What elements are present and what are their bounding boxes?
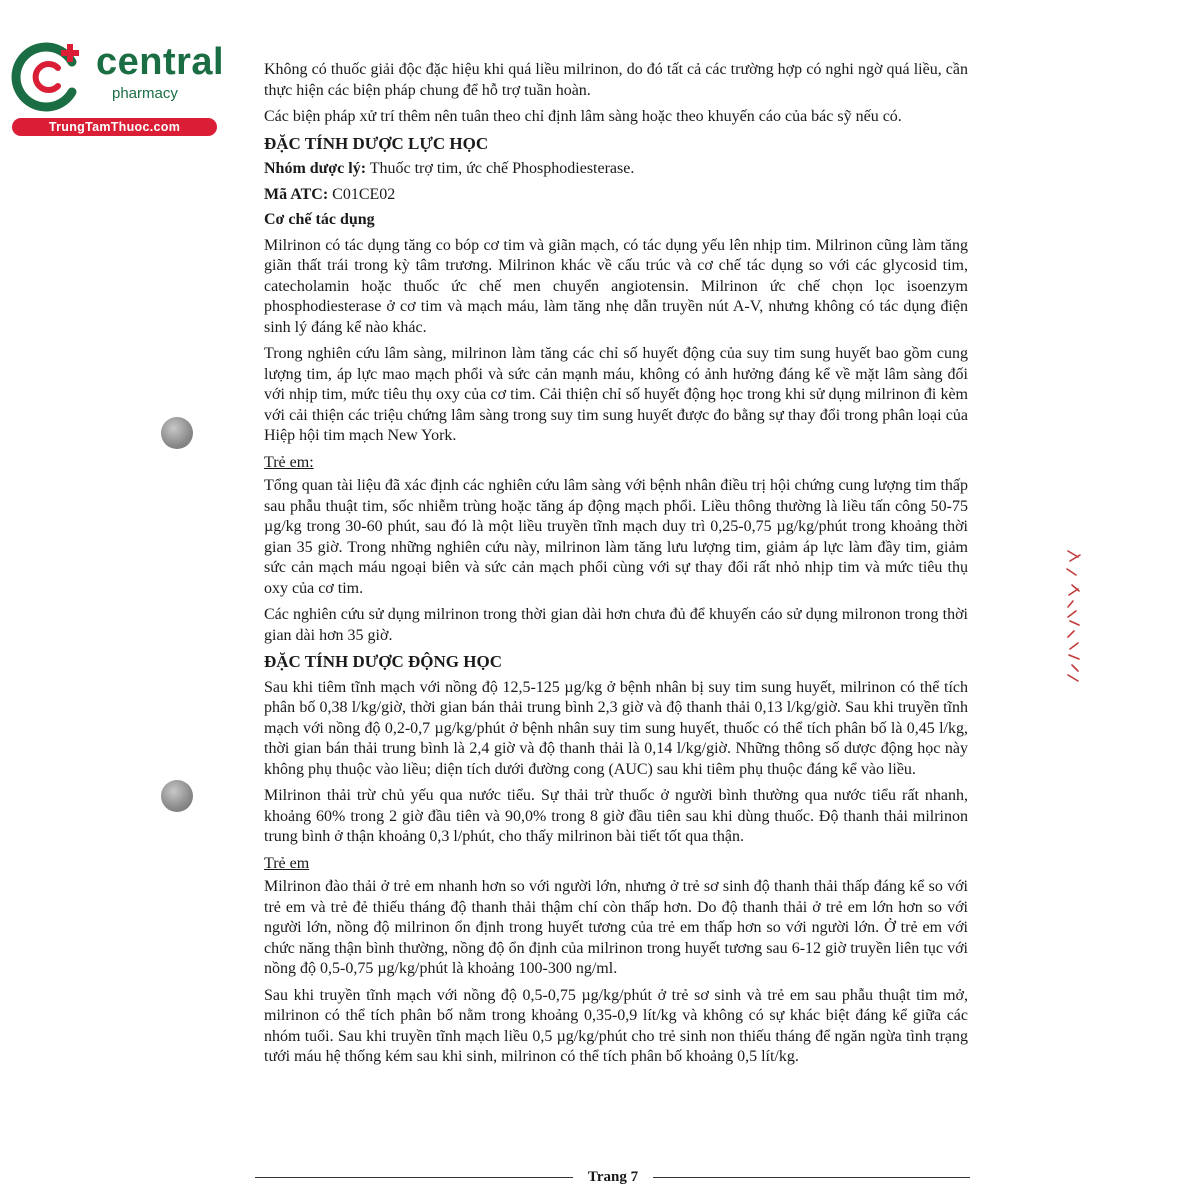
- mechanism-paragraph-1: Milrinon có tác dụng tăng co bóp cơ tim và giãn mạch, có tác dụng yếu lên nhịp tim. Milrinon cũng làm tăng giãn thất trái trong kỳ tâm trương. Milrinon khác về cấu trúc và cơ chế tác dụng so với các glycosid tim, catecholamin hoặc thuốc ức chế men chuyển angiotensin. Milrinon ức chế chọn lọc isoenzym phosphodiesterase ở cơ tim và mạch máu, làm tăng nhẹ dẫn truyền nút A-V, nhưng không có tác dụng điện sinh lý đáng kể nào khác.: [264, 236, 968, 336]
- brand-subtitle: pharmacy: [112, 85, 178, 102]
- brand-logo: [8, 36, 223, 136]
- intro-paragraph-2: Các biện pháp xử trí thêm nên tuân theo chỉ định lâm sàng hoặc theo khuyến cáo của bác sỹ nếu có.: [264, 108, 902, 125]
- pk-children-paragraph-2: Sau khi truyền tĩnh mạch với nồng độ 0,5-0,75 µg/kg/phút ở trẻ sơ sinh và trẻ em sau phẫu thuật tim mở, milrinon có thể tích phân bố nằm trong khoảng 0,35-0,9 lít/kg và không có sự khác biệt đáng kể giữa các nhóm tuổi. Sau khi truyền tĩnh mạch liều 0,5 µg/kg/phút cho trẻ sinh non thiếu tháng để ngăn ngừa tình trạng tưới máu hệ thống kém sau khi sinh, milrinon có thể tích phân bố khoảng 0,5 lít/kg.: [264, 986, 968, 1065]
- footer-rule-right: [653, 1177, 970, 1178]
- pk-children-heading: Trẻ em: [264, 854, 310, 872]
- document-body: [264, 60, 968, 1074]
- central-pharmacy-logo-icon: [10, 38, 88, 116]
- intro-paragraph-1: Không có thuốc giải độc đặc hiệu khi quá liều milrinon, do đó tất cả các trường hợp có nghi ngờ quá liều, cần thực hiện các biện pháp chung để hỗ trợ tuần hoàn.: [264, 61, 968, 99]
- pharmacologic-group-value: Thuốc trợ tim, ức chế Phosphodiesterase.: [366, 160, 635, 177]
- pd-children-heading: Trẻ em:: [264, 453, 314, 471]
- stamp-mark-icon: [1064, 545, 1084, 685]
- pharmacologic-group: [264, 159, 968, 180]
- pd-children-paragraph-2: Các nghiên cứu sử dụng milrinon trong thời gian dài hơn chưa đủ để khuyến cáo sử dụng milronon trong thời gian dài hơn 35 giờ.: [264, 606, 968, 644]
- footer-rule-left: [255, 1177, 573, 1178]
- punch-hole-top: [161, 417, 193, 449]
- punch-hole-bottom: [161, 780, 193, 812]
- pk-paragraph-1: Sau khi tiêm tĩnh mạch với nồng độ 12,5-125 µg/kg ở bệnh nhân bị suy tim sung huyết, milrinon có thể tích phân bố 0,38 l/kg/giờ, thời gian bán thải trung bình 2,3 giờ và độ thanh thải 0,13 l/kg/giờ. Sau khi truyền tĩnh mạch với nồng độ 0,2-0,7 µg/kg/phút ở bệnh nhân suy tim sung huyết, thuốc có thể tích phân bố là 0,45 l/kg, thời gian bán thải trung bình là 2,4 giờ và độ thanh thải là 0,14 l/kg/giờ. Những thông số dược động học này không phụ thuộc vào liều; diện tích dưới đường cong (AUC) sau khi tiêm phụ thuộc đáng kể vào liều.: [264, 678, 968, 778]
- atc-code: [264, 185, 968, 206]
- brand-website: TrungTamThuoc.com: [12, 118, 217, 136]
- atc-code-value: C01CE02: [328, 185, 396, 203]
- brand-name: central: [96, 41, 225, 83]
- pharmacologic-group-label: Nhóm dược lý:: [264, 160, 367, 177]
- pd-children-paragraph-1: Tổng quan tài liệu đã xác định các nghiên cứu lâm sàng với bệnh nhân điều trị hội chứng cung lượng tim thấp sau phẫu thuật tim, sốc nhiễm trùng hoặc tăng áp động mạch phổi. Liều thông thường là liều tấn công 50-75 µg/kg trong 30-60 phút, sau đó là một liều truyền tĩnh mạch duy trì 0,25-0,75 µg/kg/phút trong khoảng thời gian 35 giờ. Trong những nghiên cứu này, milrinon làm tăng lưu lượng tim, giảm áp lực làm đầy tim, giảm sức cản mạch máu ngoại biên và sức cản mạch phổi cùng với sự thay đổi rất nhỏ nhịp tim và mức tiêu thụ oxy của cơ tim.: [264, 477, 968, 597]
- section-heading-pharmacodynamics: ĐẶC TÍNH DƯỢC LỰC HỌC: [264, 133, 489, 153]
- atc-code-label: Mã ATC:: [264, 185, 329, 203]
- page-number: Trang 7: [587, 1169, 639, 1185]
- page-footer: [255, 1167, 970, 1187]
- pk-paragraph-2: Milrinon thải trừ chủ yếu qua nước tiểu. Sự thải trừ thuốc ở người bình thường qua nước tiểu rất nhanh, khoảng 60% trong 2 giờ đầu tiên và 90,0% trong 8 giờ đầu tiên sau khi dùng thuốc. Độ thanh thải milrinon trung bình ở thận khoảng 0,3 l/phút, cho thấy milrinon bài tiết tốt qua thận.: [264, 787, 968, 845]
- pk-children-paragraph-1: Milrinon đào thải ở trẻ em nhanh hơn so với người lớn, nhưng ở trẻ sơ sinh độ thanh thải thấp đáng kể so với trẻ em và trẻ đẻ thiếu tháng độ thanh thải thậm chí còn thấp hơn. Do độ thanh thải ở trẻ em lớn hơn so với người lớn, nồng độ milrinon ổn định trong huyết tương của trẻ em thấp hơn so với người lớn. Ở trẻ em với chức năng thận bình thường, nồng độ ổn định của milrinon trong huyết tương sau 6-12 giờ truyền liên tục với nồng độ 0,5-0,75 µg/kg/phút là khoảng 100-300 ng/ml.: [264, 878, 968, 977]
- section-heading-pharmacokinetics: ĐẶC TÍNH DƯỢC ĐỘNG HỌC: [264, 652, 503, 671]
- mechanism-heading: Cơ chế tác dụng: [264, 211, 375, 228]
- mechanism-paragraph-2: Trong nghiên cứu lâm sàng, milrinon làm tăng các chỉ số huyết động của suy tim sung huyết bao gồm cung lượng tim, áp lực mao mạch phổi và sức cản mạnh máu, không có ảnh hưởng đáng kể về mặt lâm sàng đối với nhịp tim, mức tiêu thụ oxy của cơ tim. Cải thiện chỉ số huyết động học trong khi sử dụng milrinon đi kèm với cải thiện các triệu chứng lâm sàng trong suy tim sung huyết được đo bằng sự thay đổi trong phân loại của Hiệp hội tim mạch New York.: [264, 345, 968, 444]
